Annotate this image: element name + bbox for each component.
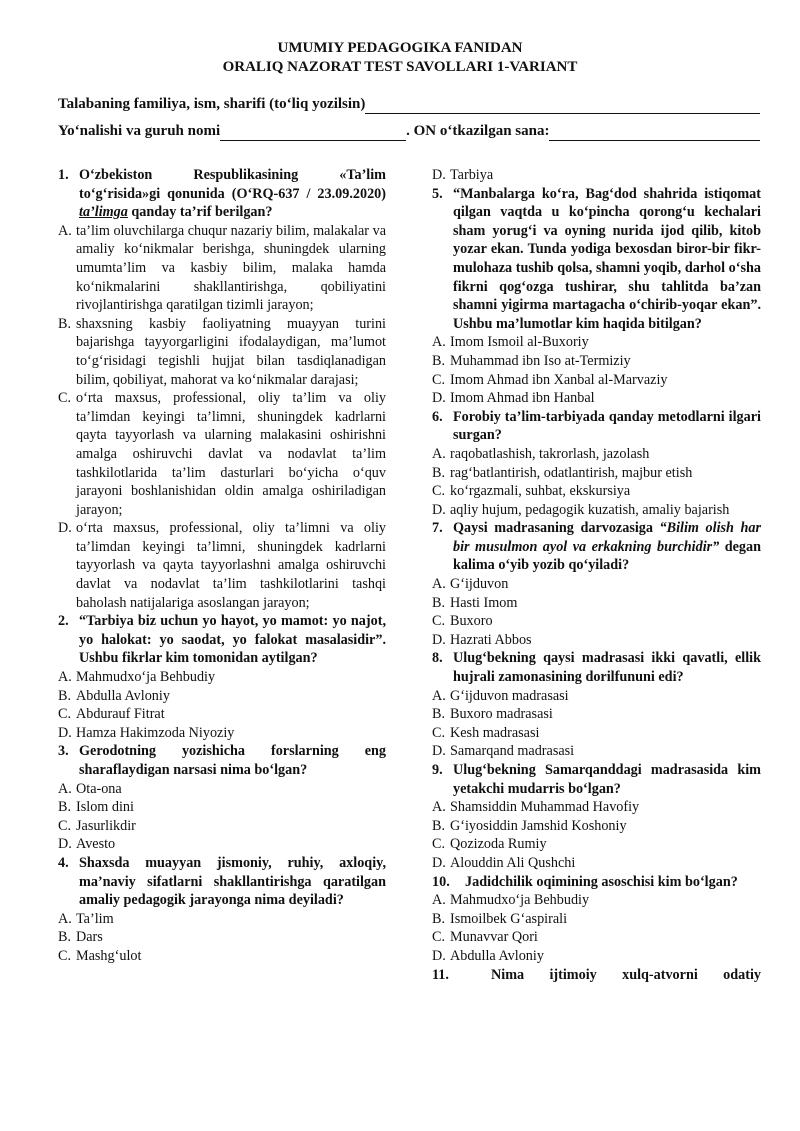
option-6c[interactable]: C. ko‘rgazmali, suhbat, ekskursiya (432, 483, 631, 500)
option-4b[interactable]: B. Dars (58, 929, 103, 946)
option-7a[interactable]: A. G‘ijduvon (432, 576, 509, 593)
question-11 (432, 966, 761, 985)
option-7c[interactable]: C. Buxoro (432, 613, 493, 630)
question-number: 6. (432, 408, 443, 425)
direction-label: Yo‘nalishi va guruh nomi (58, 123, 221, 139)
option-8b[interactable]: B. Buxoro madrasasi (432, 706, 553, 723)
direction-blank[interactable] (220, 124, 406, 141)
question-text: O‘zbekiston Respublikasining «Ta’lim to‘g‘risida»gi qonunida (O‘RQ-637 / 23.09.2020) ta’limga qanday ta’rif berilgan? (79, 167, 386, 221)
option-1a[interactable]: A. ta’lim oluvchilarga chuqur nazariy bilim, malakalar va amaliy ko‘nikmalar berishga, shuningdek ularning umumta’lim va kasbiy bilim, malaka hamda ko‘nikmalarini shakllantirishga, qobiliyatini rivojlantirishga qaratilgan tizimli jarayon; (58, 222, 386, 314)
option-3b[interactable]: B. Islom dini (58, 799, 134, 816)
option-5c[interactable]: C. Imom Ahmad ibn Xanbal al-Marvaziy (432, 371, 668, 388)
question-text: “Tarbiya biz uchun yo hayot, yo mamot: yo najot, yo halokat: yo saodat, yo falokat masalasidir”. Ushbu fikrlar kim tomonidan aytilgan? (79, 613, 386, 667)
option-8c[interactable]: C. Kesh madrasasi (432, 724, 540, 741)
option-6a[interactable]: A. raqobatlashish, takrorlash, jazolash (432, 445, 650, 462)
option-2a[interactable]: A. Mahmudxo‘ja Behbudiy (58, 669, 216, 686)
student-name-label: Talabaning familiya, ism, sharifi (to‘liq yozilsin) (58, 96, 366, 112)
option-9a[interactable]: A. Shamsiddin Muhammad Havofiy (432, 799, 640, 816)
option-1b[interactable]: B. shaxsning kasbiy faoliyatning muayyan turini bajarishga tayyorgarligini ifodalaydigan, ma’lumot to‘g‘risidagi tegishli hujjat bilan tasdiqlanadigan bilim, qobiliyat, mahorat va ko‘nikmalar darajasi; (58, 315, 386, 388)
question-text: Ulug‘bekning Samarqanddagi madrasasida kim yetakchi mudarris bo‘lgan? (453, 762, 761, 797)
option-10b[interactable]: B. Ismoilbek G‘aspirali (432, 910, 568, 927)
question-2 (58, 612, 386, 668)
option-4c[interactable]: C. Mashg‘ulot (58, 947, 142, 964)
question-text: Ulug‘bekning qaysi madrasasi ikki qavatli, ellik hujrali zamonasining dorilfununi edi? (453, 650, 761, 686)
option-5d[interactable]: D. Imom Ahmad ibn Hanbal (432, 390, 595, 407)
right-column (432, 166, 761, 984)
underlined-term: ta’limga (79, 204, 128, 221)
question-3 (58, 742, 386, 779)
option-7b[interactable]: B. Hasti Imom (432, 594, 518, 611)
option-3a[interactable]: A. Ota-ona (58, 780, 122, 797)
question-number: 1. (58, 167, 69, 183)
option-7d[interactable]: D. Hazrati Abbos (432, 631, 532, 648)
italic-quote: “Bilim olish har bir musulmon ayol va erkakning burchidir” (453, 520, 762, 555)
question-1 (58, 166, 386, 222)
student-name-blank[interactable] (365, 97, 760, 114)
question-9 (432, 761, 761, 798)
option-5a[interactable]: A. Imom Ismoil al-Buxoriy (432, 334, 589, 351)
option-10c[interactable]: C. Munavvar Qori (432, 929, 538, 946)
question-number: 2. (58, 613, 69, 630)
question-number: 8. (432, 650, 443, 667)
page-title: UMUMIY PEDAGOGIKA FANIDAN (277, 40, 523, 56)
question-text: Qaysi madrasaning darvozasiga “Bilim olish har bir musulmon ayol va erkakning burchidir” degan kalima o‘yib yozib qo‘yiladi? (453, 520, 762, 574)
date-blank[interactable] (549, 124, 760, 141)
option-6d[interactable]: D. aqliy hujum, pedagogik kuzatish, amaliy bajarish (432, 501, 730, 518)
question-6 (432, 408, 761, 445)
question-text: Gerodotning yozishicha forslarning eng sharaflaydigan narsasi nima bo‘lgan? (79, 743, 386, 778)
question-7 (432, 519, 761, 575)
question-text: Jadidchilik oqimining asoschisi kim bo‘lgan? (465, 873, 738, 890)
question-number: 4. (58, 854, 69, 871)
option-1d[interactable]: D. o‘rta maxsus, professional, oliy ta’limni va oliy ta’limdan keyingi ta’limni, shuningdek kadrlarni tayyorlash va qayta tayyorlashni amalga oshiruvchi davlat va nodavlat ta’lim tashkilotlarini tashqi baholash natijalariga asoslangan jarayon; (58, 520, 386, 611)
option-3c[interactable]: C. Jasurlikdir (58, 817, 136, 834)
option-3d[interactable]: D. Avesto (58, 836, 116, 853)
option-9d[interactable]: D. Alouddin Ali Qushchi (432, 854, 576, 871)
question-text: Shaxsda muayyan jismoniy, ruhiy, axloqiy, ma’naviy sifatlarni shakllantirishga qaratilgan amaliy pedagogik jarayonga nima deyiladi? (79, 854, 386, 909)
option-2d[interactable]: D. Hamza Hakimzoda Niyoziy (58, 724, 235, 741)
question-number: 5. (432, 185, 443, 202)
student-name-field (58, 95, 760, 114)
question-number: 7. (432, 520, 443, 537)
option-10d[interactable]: D. Abdulla Avloniy (432, 947, 544, 964)
option-6b[interactable]: B. rag‘batlantirish, odatlantirish, majbur etish (432, 464, 693, 481)
option-5b[interactable]: B. Muhammad ibn Iso at-Termiziy (432, 352, 631, 369)
option-10a[interactable]: A. Mahmudxo‘ja Behbudiy (432, 892, 590, 909)
question-5 (432, 185, 761, 334)
option-2c[interactable]: C. Abdurauf Fitrat (58, 706, 165, 723)
option-9c[interactable]: C. Qozizoda Rumiy (432, 836, 547, 853)
question-text: Forobiy ta’lim-tarbiyada qanday metodlarni ilgari surgan? (453, 408, 761, 444)
question-10 (432, 873, 761, 892)
option-2b[interactable]: B. Abdulla Avloniy (58, 687, 170, 704)
question-text: Nima ijtimoiy xulq-atvorni odatiy (491, 966, 761, 983)
question-number: 9. (432, 762, 443, 778)
option-8a[interactable]: A. G‘ijduvon madrasasi (432, 687, 569, 704)
group-date-field (58, 122, 760, 141)
option-9b[interactable]: B. G‘iyosiddin Jamshid Koshoniy (432, 817, 627, 834)
date-label: . ON o‘tkazilgan sana: (406, 123, 550, 139)
question-number: 11. (432, 966, 449, 983)
option-1c[interactable]: C. o‘rta maxsus, professional, oliy ta’lim va oliy ta’limdan keyingi ta’limni, shuningdek kadrlarni qayta tayyorlash va ularning malakasini oshirishni amalga oshiruvchi davlat va nodavlat ta’lim tashkilotlarida ta’lim dasturlari bo‘yicha o‘quv jarayoni boshlanishidan oldin amalga oshiriladigan jarayon; (58, 390, 386, 518)
left-column (58, 166, 386, 966)
option-4a[interactable]: A. Ta’lim (58, 910, 114, 927)
option-4d[interactable]: D. Tarbiya (432, 167, 494, 183)
question-text: “Manbalarga ko‘ra, Bag‘dod shahrida istiqomat qilgan vaqtda u ko‘pincha qorong‘u kechalari sham yorug‘i va oyning nurida ijod qilib, kitob yozar ekan. Tunda yodiga bexosdan biror-bir fikr-mulohaza tushib qolsa, shamni yoqib, darhol o‘sha fikrni qog‘ozga tushirar, shu tahlitda ba’zan shamni yigirma martagacha o‘chirib-yoqar ekan”. Ushbu ma’lumotlar kim haqida bitilgan? (453, 185, 761, 332)
page-subtitle: ORALIQ NAZORAT TEST SAVOLLARI 1-VARIANT (222, 59, 578, 75)
question-4 (58, 854, 386, 910)
option-8d[interactable]: D. Samarqand madrasasi (432, 743, 575, 760)
question-number: 3. (58, 743, 69, 760)
question-8 (432, 649, 761, 686)
question-number: 10. (432, 873, 450, 890)
